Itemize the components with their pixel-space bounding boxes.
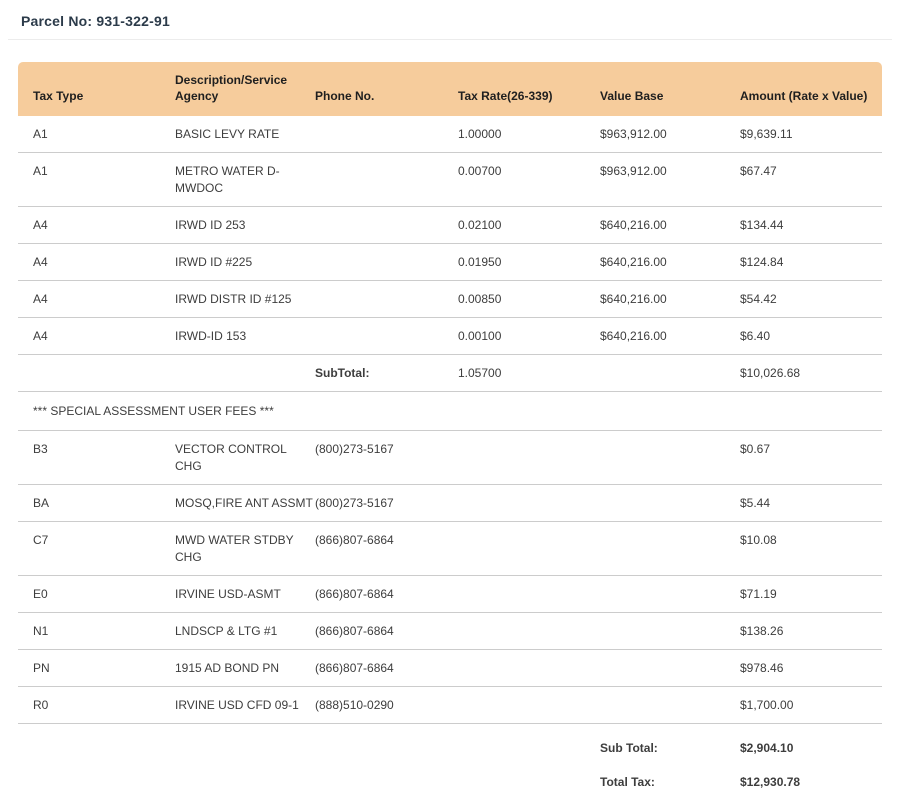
levy-row [18, 244, 882, 281]
cell-tax-type: PN [18, 650, 160, 687]
cell-rate: 0.00850 [443, 281, 585, 318]
cell-value-base [585, 650, 725, 687]
header-row [18, 62, 882, 116]
cell-phone: (866)807-6864 [300, 650, 443, 687]
cell-phone: (866)807-6864 [300, 613, 443, 650]
cell-rate [443, 576, 585, 613]
cell-tax-type: A1 [18, 116, 160, 153]
cell-amount: $10.08 [725, 522, 882, 576]
cell-description: BASIC LEVY RATE [160, 116, 300, 153]
fee-row [18, 650, 882, 687]
cell-description: IRWD ID #225 [160, 244, 300, 281]
cell-value-base [585, 485, 725, 522]
cell-amount: $9,639.11 [725, 116, 882, 153]
cell-value-base [585, 522, 725, 576]
cell-description [160, 355, 300, 392]
cell-phone [300, 116, 443, 153]
cell-rate [443, 522, 585, 576]
cell-rate: 0.01950 [443, 244, 585, 281]
fee-row [18, 431, 882, 485]
cell-tax-type: R0 [18, 687, 160, 724]
fee-row [18, 485, 882, 522]
section-title: *** SPECIAL ASSESSMENT USER FEES *** [18, 392, 882, 431]
cell-amount: $0.67 [725, 431, 882, 485]
cell-tax-type: A4 [18, 244, 160, 281]
tax-table-body [18, 116, 882, 799]
subtotal-row [18, 355, 882, 392]
column-header-amount: Amount (Rate x Value) [725, 62, 882, 116]
cell-amount: $124.84 [725, 244, 882, 281]
cell-rate: 0.00100 [443, 318, 585, 355]
cell-description: MOSQ,FIRE ANT ASSMT [160, 485, 300, 522]
total-tax-amount: $12,930.78 [740, 775, 801, 789]
cell-phone [300, 281, 443, 318]
cell-value-base [585, 431, 725, 485]
levy-row [18, 318, 882, 355]
cell-description: IRWD DISTR ID #125 [160, 281, 300, 318]
cell-phone: (866)807-6864 [300, 522, 443, 576]
cell-description: LNDSCP & LTG #1 [160, 613, 300, 650]
cell-amount: $54.42 [725, 281, 882, 318]
cell-amount: $6.40 [725, 318, 882, 355]
cell-tax-type: BA [18, 485, 160, 522]
column-header-tax-rate: Tax Rate(26-339) [443, 62, 585, 116]
cell-phone [300, 244, 443, 281]
cell-phone: (800)273-5167 [300, 431, 443, 485]
header-divider [8, 39, 892, 40]
fee-row [18, 522, 882, 576]
cell-subtotal-amount: $10,026.68 [725, 355, 882, 392]
cell-description: VECTOR CONTROL CHG [160, 431, 300, 485]
tax-table [18, 62, 882, 799]
cell-amount: $978.46 [725, 650, 882, 687]
totals-row-subtotal [18, 724, 882, 766]
cell-tax-type: E0 [18, 576, 160, 613]
section-header-row [18, 392, 882, 431]
cell-description: IRVINE USD CFD 09-1 [160, 687, 300, 724]
cell-description: MWD WATER STDBY CHG [160, 522, 300, 576]
cell-spacer [18, 765, 585, 799]
column-header-description: Description/Service Agency [160, 62, 300, 116]
cell-value-base: $640,216.00 [585, 318, 725, 355]
cell-tax-type: A4 [18, 281, 160, 318]
cell-amount: $134.44 [725, 207, 882, 244]
cell-phone: (800)273-5167 [300, 485, 443, 522]
cell-rate: 0.02100 [443, 207, 585, 244]
cell-rate [443, 485, 585, 522]
cell-tax-type: C7 [18, 522, 160, 576]
cell-rate: 1.00000 [443, 116, 585, 153]
cell-value-base [585, 613, 725, 650]
total-tax-label: Total Tax: [600, 775, 655, 789]
cell-tax-type: A1 [18, 153, 160, 207]
cell-amount: $71.19 [725, 576, 882, 613]
cell-phone [300, 318, 443, 355]
cell-tax-type: A4 [18, 318, 160, 355]
cell-tax-type: B3 [18, 431, 160, 485]
cell-tax-type [18, 355, 160, 392]
fee-row [18, 687, 882, 724]
cell-phone [300, 207, 443, 244]
cell-rate: 0.00700 [443, 153, 585, 207]
cell-spacer [18, 724, 585, 766]
cell-tax-type: N1 [18, 613, 160, 650]
cell-tax-type: A4 [18, 207, 160, 244]
parcel-number-heading: Parcel No: 931-322-91 [21, 13, 170, 29]
cell-value-base: $963,912.00 [585, 153, 725, 207]
cell-value-base: $640,216.00 [585, 281, 725, 318]
fee-row [18, 576, 882, 613]
cell-description: 1915 AD BOND PN [160, 650, 300, 687]
cell-rate [443, 687, 585, 724]
cell-subtotal-rate: 1.05700 [443, 355, 585, 392]
levy-row [18, 207, 882, 244]
cell-value-base [585, 355, 725, 392]
cell-rate [443, 613, 585, 650]
cell-value-base: $640,216.00 [585, 244, 725, 281]
column-header-tax-type: Tax Type [18, 62, 160, 116]
subtotal-total-amount: $2,904.10 [740, 741, 794, 755]
cell-amount: $138.26 [725, 613, 882, 650]
cell-value-base: $963,912.00 [585, 116, 725, 153]
totals-row-total-tax [18, 765, 882, 799]
subtotal-label: SubTotal: [315, 366, 370, 380]
cell-phone: (866)807-6864 [300, 576, 443, 613]
cell-amount: $5.44 [725, 485, 882, 522]
cell-rate [443, 431, 585, 485]
cell-description: METRO WATER D-MWDOC [160, 153, 300, 207]
cell-subtotal-label [300, 355, 443, 392]
column-header-value-base: Value Base [585, 62, 725, 116]
cell-amount: $1,700.00 [725, 687, 882, 724]
column-header-phone: Phone No. [300, 62, 443, 116]
cell-value-base [585, 576, 725, 613]
cell-phone [300, 153, 443, 207]
cell-value-base: $640,216.00 [585, 207, 725, 244]
cell-description: IRWD-ID 153 [160, 318, 300, 355]
fee-row [18, 613, 882, 650]
cell-phone: (888)510-0290 [300, 687, 443, 724]
subtotal-total-label: Sub Total: [600, 741, 658, 755]
cell-description: IRWD ID 253 [160, 207, 300, 244]
cell-amount: $67.47 [725, 153, 882, 207]
tax-table-header [18, 62, 882, 116]
levy-row [18, 153, 882, 207]
cell-rate [443, 650, 585, 687]
levy-row [18, 116, 882, 153]
cell-description: IRVINE USD-ASMT [160, 576, 300, 613]
cell-value-base [585, 687, 725, 724]
levy-row [18, 281, 882, 318]
